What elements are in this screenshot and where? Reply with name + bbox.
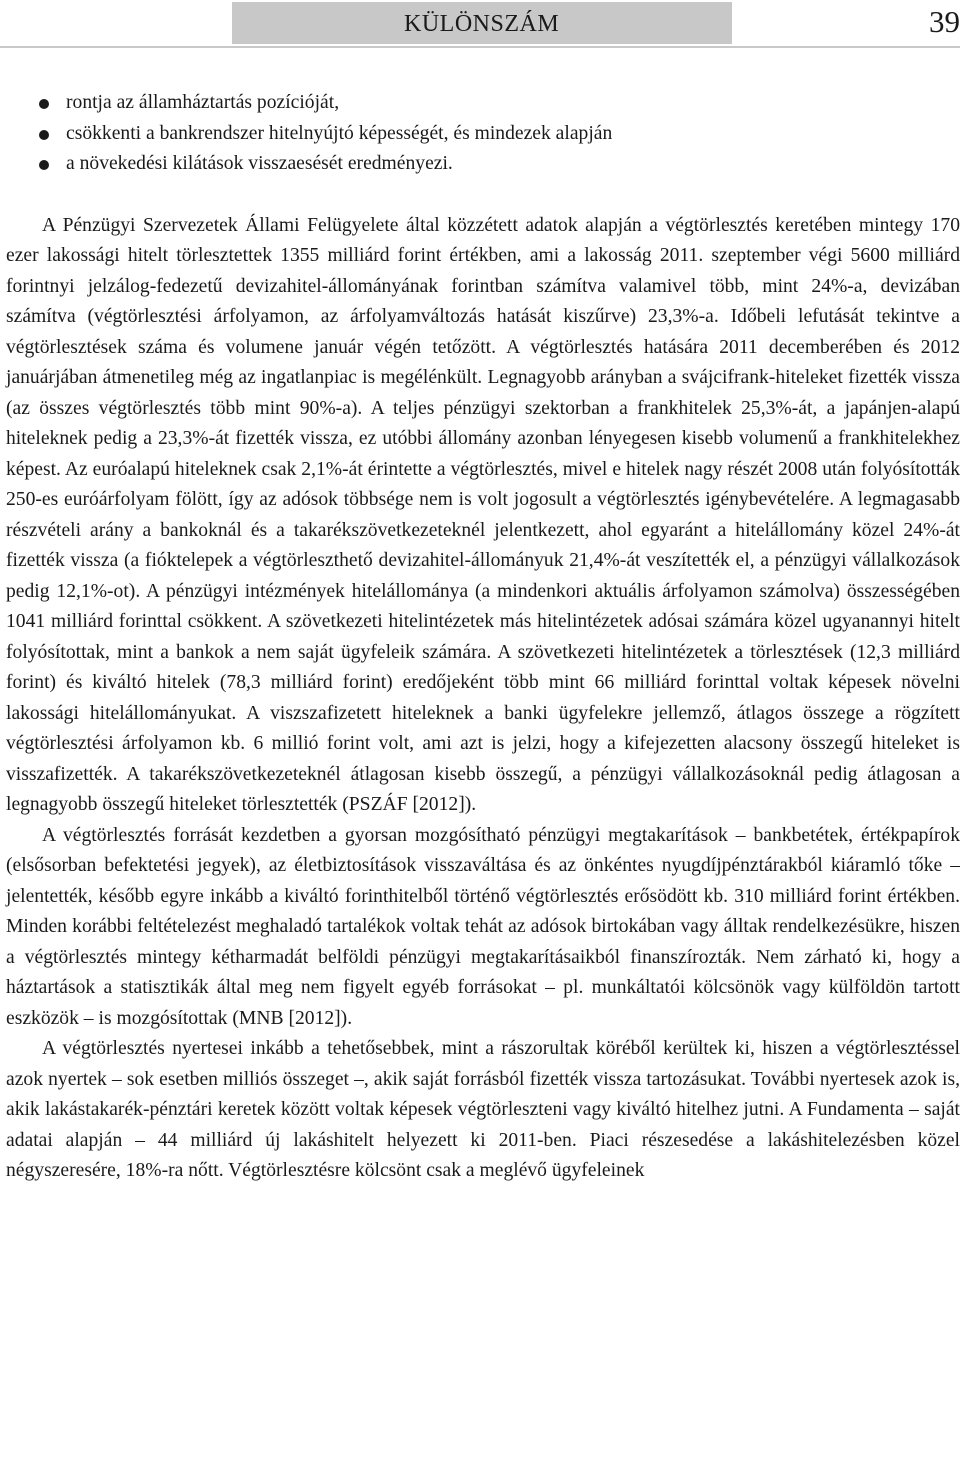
bullet-icon [39,160,49,170]
header-divider [0,46,960,48]
list-item [6,119,960,150]
page-number: 39 [929,4,960,39]
body-text [6,88,960,1187]
list-item-text: csökkenti a bankrendszer hitelnyújtó képességét, és mindezek alapján [66,122,613,144]
list-item-text: a növekedési kilátások visszaesését eredményezi. [66,153,453,174]
list-item-text: rontja az államháztartás pozícióját, [66,92,340,113]
list-item [6,88,960,119]
bullet-icon [39,130,49,140]
section-title: KÜLÖNSZÁM [404,11,560,37]
paragraph: A Pénzügyi Szervezetek Állami Felügyelete által közzétett adatok alapján a végtörlesztés keretében mintegy 170 ezer lakossági hitelt törlesztettek 1355 milliárd forint értékben, ami a lakosság 2011. szeptember végi 5600 milliárd forintnyi jelzálog-fedezetű devizahitel-állományának forintban számítva valamivel több, mint 24%-a, devizában számítva (végtörlesztési árfolyamon, az árfolyamváltozás hatását kiszűrve) 23,3%-a. Időbeli lefutását tekintve a végtörlesztések száma és volumene január végén tetőzött. A végtörlesztés hatására 2011 decemberében és 2012 januárjában átmenetileg még az ingatlanpiac is megélénkült. Legnagyobb arányban a svájcifrank-hiteleket fizették vissza (az összes végtörlesztés több mint 90%-a). A teljes pénzügyi szektorban a frankhitelek 25,3%-át, a japánjen-alapú hiteleknek pedig a 23,3%-át fizették vissza, ez utóbbi állomány azonban lényegesen kisebb volumenű a frankhitelekhez képest. Az euróalapú hiteleknek csak 2,1%-át érintette a végtörlesztés, mivel e hitelek nagy részét 2008 után folyósították 250-es euróárfolyam fölött, így az adósok többsége nem is volt jogosult a végtörlesztés igénybevételére. A legmagasabb részvételi arány a bankoknál és a takarékszövetkezeteknél jelentkezett, ahol egyaránt a hitelállomány közel 24%-át fizették vissza (a fióktelepek a végtörleszthető devizahitel-állományuk 21,4%-át veszítették el, a pénzügyi vállalkozások pedig 12,1%-ot). A pénzügyi intézmények hitelállománya (a mindenkori aktuális árfolyamon számolva) összességében 1041 milliárd forinttal csökkent. A szövetkezeti hitelintézetek más hitelintézetek adósai számára közel ugyanannyi hitelt folyósítottak, mint a bankok a nem saját ügyfeleik számára. A szövetkezeti hitelintézetek a törlesztések (12,3 milliárd forint) és kiváltó hitelek (78,3 milliárd forint) eredőjeként több mint 66 milliárd forinttal voltak képesek növelni lakossági hitelállományukat. A viszszafizetett hiteleknek a banki ügyfelekre jellemző, átlagos összege a rögzített végtörlesztési árfolyamon kb. 6 millió forint volt, ami azt is jelzi, hogy a kifejezetten alacsony összegű hiteleket is visszafizették. A takarékszövetkezeteknél átlagosan kisebb összegű, a pénzügyi vállalkozásoknál pedig átlagosan a legnagyobb összegű hiteleket törlesztették (PSZÁF [2012]). [6,214,960,815]
bullet-list [6,88,960,180]
paragraph: A végtörlesztés forrását kezdetben a gyorsan mozgósítható pénzügyi megtakarítások – bankbetétek, értékpapírok (elsősorban befektetési jegyek), az életbiztosítások visszaváltása és az önkéntes nyugdíjpénztárakból kiáramló tőke – jelentették, később egyre inkább a kiváltó forinthitelből történő végtörlesztés erősödött kb. 310 milliárd forint értékben. Minden korábbi feltételezést meghaladó tartalékok voltak tehát az adósok birtokában vagy álltak rendelkezésükre, hiszen a végtörlesztés mintegy kétharmadát belföldi pénzügyi megtakarításaikból finanszírozták. Nem zárható ki, hogy a háztartások a statisztikák által meg nem figyelt egyéb forrásokat – pl. munkáltatói kölcsönök vagy külföldön tartott eszközök – is mozgósítottak (MNB [2012]). [6,824,960,1029]
list-item [6,149,960,180]
bullet-icon [39,99,49,109]
paragraph: A végtörlesztés nyertesei inkább a tehetősebbek, mint a rászorultak köréből kerültek ki, hiszen a végtörlesztéssel azok nyertek – sok esetben milliós összeget –, akik saját forrásból fizették vissza tartozásukat. További nyertesek azok is, akik lakástakarék-pénztári keretek között voltak képesek végtörleszteni vagy kiváltó hitelhez jutni. A Fundamenta – saját adatai alapján – 44 milliárd új lakáshitelt helyezett ki 2011-ben. Piaci részesedése a lakáshitelezésben közel négyszeresére, 18%-ra nőtt. Végtörlesztésre kölcsönt csak a meglévő ügyfeleinek [6,1038,960,1181]
